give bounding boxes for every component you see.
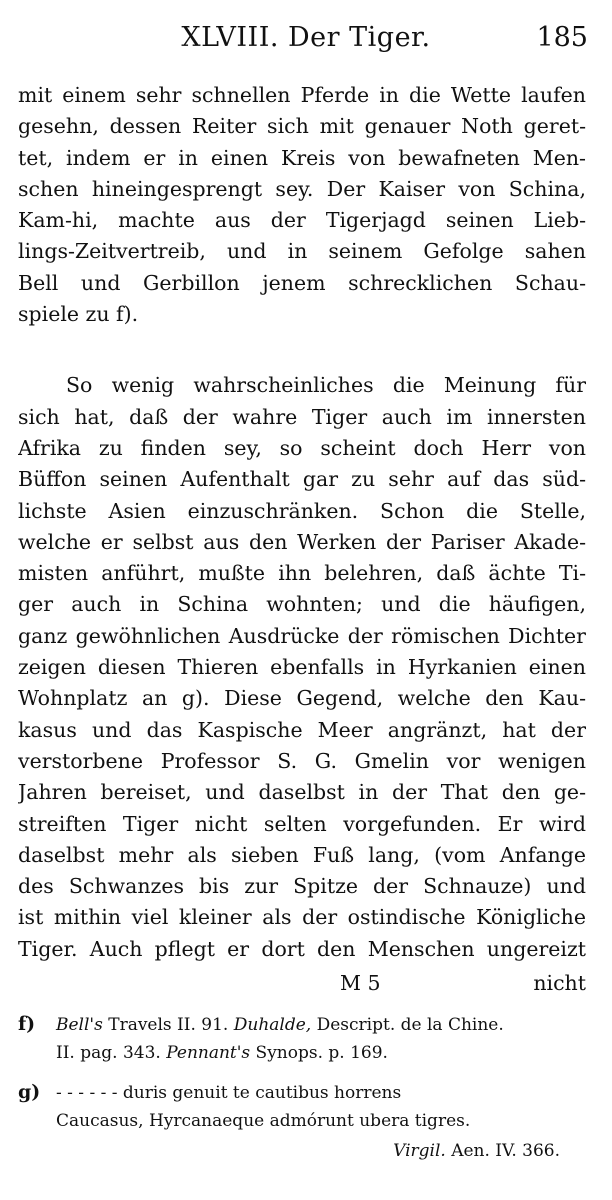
signature-mark: M 5 <box>340 971 381 996</box>
text-line: Büffon seinen Aufenthalt gar zu sehr auf das süd- <box>18 467 586 492</box>
text-line: zeigen diesen Thieren ebenfalls in Hyrkanien einen <box>18 655 586 680</box>
footnote-gap <box>18 1068 588 1078</box>
text-line: mit einem sehr schnellen Pferde in die Wette laufen <box>18 83 586 107</box>
verse-line: Caucasus, Hyrcanaeque admórunt ubera tigres. <box>56 1111 471 1131</box>
text-line: spiele zu f). <box>18 302 139 327</box>
text-line: lichste Asien einzuschränken. Schon die Stelle, <box>18 498 586 523</box>
footnote-line <box>18 1078 588 1107</box>
text-line: welche er selbst aus den Werken der Pariser Akade- <box>18 529 586 554</box>
catchline <box>18 965 586 1001</box>
text-line: So wenig wahrscheinliches die Meinung für <box>66 373 586 398</box>
text-line: schen hineingesprengt sey. Der Kaiser von Schina, <box>18 176 586 201</box>
page-number: 185 <box>536 22 588 53</box>
text-line: Jahren bereiset, und daselbst in der That den ge- <box>18 780 586 805</box>
text-line: misten anführt, mußte ihn belehren, daß ächte Ti- <box>18 561 586 586</box>
text-line: Tiger. Auch pflegt er dort den Menschen ungereizt <box>18 936 586 961</box>
citation-text: Descript. de la Chine. <box>311 1015 504 1035</box>
text-line: verstorbene Professor S. G. Gmelin vor wenigen <box>18 748 586 773</box>
verse-line: - - - - - - duris genuit te cautibus horrens <box>56 1083 402 1103</box>
page-header <box>20 22 592 58</box>
text-line: Afrika zu finden sey, so scheint doch Herr von <box>18 435 586 460</box>
text-line: Kam-hi, machte aus der Tigerjagd seinen Lieb- <box>18 208 586 233</box>
catchword: nicht <box>533 971 586 996</box>
text-line: lings-Zeitvertreib, und in seinem Gefolge sahen <box>18 239 586 264</box>
author-name: Duhalde, <box>233 1015 312 1035</box>
text-line: kasus und das Kaspische Meer angränzt, hat der <box>18 717 586 742</box>
citation-text: II. pag. 343. <box>56 1043 167 1063</box>
paragraph-gap <box>18 330 586 370</box>
paragraph-1 <box>18 80 586 330</box>
text-line: ger auch in Schina wohnten; und die häufigen, <box>18 592 586 617</box>
citation-text: Travels II. 91. <box>102 1015 234 1035</box>
text-line: sich hat, daß der wahre Tiger auch im innersten <box>18 404 586 429</box>
citation-text: Aen. IV. 366. <box>445 1141 560 1161</box>
footnote-mark: f) <box>18 1013 36 1035</box>
text-line: tet, indem er in einen Kreis von bewafneten Men- <box>18 145 586 170</box>
footnotes <box>18 1010 588 1166</box>
text-line: des Schwanzes bis zur Spitze der Schnauze) und <box>18 874 586 899</box>
author-name: Virgil. <box>393 1141 446 1161</box>
running-title: XLVIII. Der Tiger. <box>181 22 431 53</box>
text-line: ist mithin viel kleiner als der ostindische Königliche <box>18 905 586 930</box>
author-name: Bell's <box>56 1015 103 1035</box>
footnote-g <box>18 1078 588 1166</box>
footnote-line <box>18 1039 588 1068</box>
text-line: Wohnplatz an g). Diese Gegend, welche den Kau- <box>18 686 586 711</box>
text-line: ganz gewöhnlichen Ausdrücke der römischen Dichter <box>18 623 586 648</box>
text-line: Bell und Gerbillon jenem schrecklichen Schau- <box>18 270 586 295</box>
author-name: Pennant's <box>166 1043 251 1063</box>
paragraph-2 <box>18 370 586 965</box>
text-line: daselbst mehr als sieben Fuß lang, (vom Anfange <box>18 842 586 867</box>
verse-source <box>18 1136 588 1166</box>
text-line: streiften Tiger nicht selten vorgefunden. Er wird <box>18 811 586 836</box>
main-text <box>18 80 586 1001</box>
footnote-line <box>18 1010 588 1039</box>
text-line: gesehn, dessen Reiter sich mit genauer Noth geret- <box>18 114 586 139</box>
footnote-mark: g) <box>18 1081 41 1103</box>
footnote-f <box>18 1010 588 1068</box>
citation-text: Synops. p. 169. <box>250 1043 388 1063</box>
